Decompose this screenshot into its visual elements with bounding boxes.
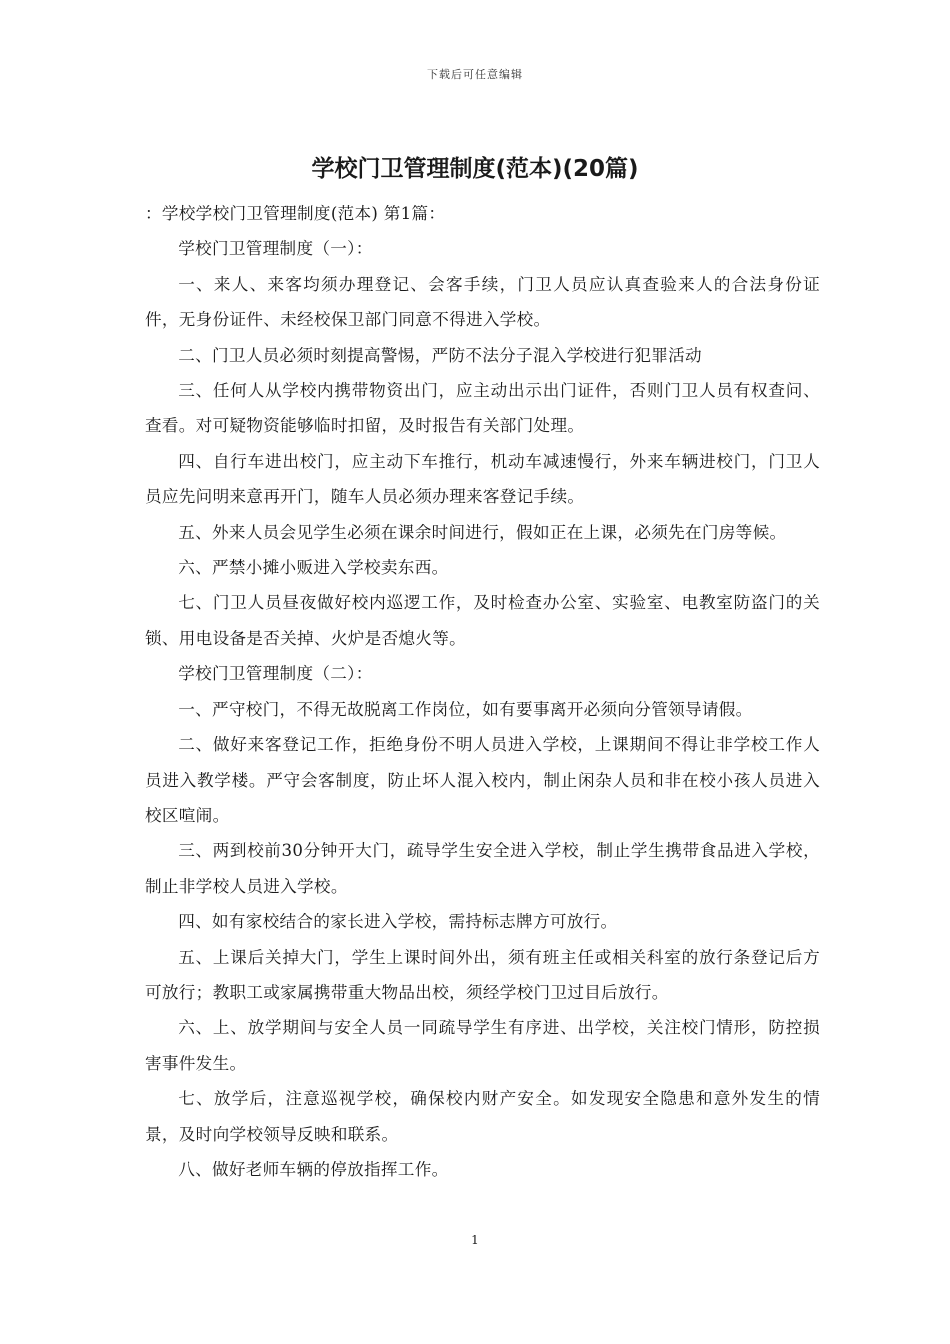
section-heading: 学校门卫管理制度（二）： [178,664,373,684]
paragraph: 四、如有家校结合的家长进入学校，需持标志牌方可放行。 [178,912,618,932]
paragraph: 四、自行车进出校门，应主动下车推行，机动车减速慢行，外来车辆进校门，门卫人员应先问明来意再开门，随车人员必须办理来客登记手续。 [145,451,820,507]
paragraph: 七、门卫人员昼夜做好校内巡逻工作，及时检查办公室、实验室、电教室防盗门的关锁、用电设备是否关掉、火炉是否熄火等。 [145,593,820,648]
section-heading: 学校门卫管理制度（一）： [178,239,373,259]
paragraph: 一、严守校门，不得无故脱离工作岗位，如有要事离开必须向分管领导请假。 [178,699,753,719]
paragraph: 三、两到校前30分钟开大门，疏导学生安全进入学校，制止学生携带食品进入学校，制止非学校人员进入学校。 [145,841,820,896]
paragraph: 八、做好老师车辆的停放指挥工作。 [178,1159,449,1179]
page-number: 1 [471,1233,479,1247]
intro-line: ：学校学校门卫管理制度(范本) 第1篇： [145,204,446,223]
document-body [145,196,820,1187]
header-note: 下载后可任意编辑 [427,68,523,81]
paragraph: 七、放学后，注意巡视学校，确保校内财产安全。如发现安全隐患和意外发生的情景，及时向学校领导反映和联系。 [145,1089,820,1144]
document-title: 学校门卫管理制度(范本)(20篇) [311,156,639,182]
paragraph: 一、来人、来客均须办理登记、会客手续，门卫人员应认真查验来人的合法身份证件，无身份证件、未经校保卫部门同意不得进入学校。 [145,274,820,330]
paragraph: 五、外来人员会见学生必须在课余时间进行，假如正在上课，必须先在门房等候。 [178,522,787,542]
paragraph: 五、上课后关掉大门，学生上课时间外出，须有班主任或相关科室的放行条登记后方可放行；教职工或家属携带重大物品出校，须经学校门卫过目后放行。 [145,947,820,1002]
paragraph: 六、上、放学期间与安全人员一同疏导学生有序进、出学校，关注校门情形，防控损害事件发生。 [145,1018,820,1073]
paragraph: 二、门卫人员必须时刻提高警惕，严防不法分子混入学校进行犯罪活动 [178,345,702,365]
paragraph: 三、任何人从学校内携带物资出门，应主动出示出门证件，否则门卫人员有权查问、查看。对可疑物资能够临时扣留，及时报告有关部门处理。 [145,381,820,436]
paragraph: 二、做好来客登记工作，拒绝身份不明人员进入学校，上课期间不得让非学校工作人员进入教学楼。严守会客制度，防止坏人混入校内，制止闲杂人员和非在校小孩人员进入校区喧闹。 [145,735,820,825]
paragraph: 六、严禁小摊小贩进入学校卖东西。 [178,558,449,578]
